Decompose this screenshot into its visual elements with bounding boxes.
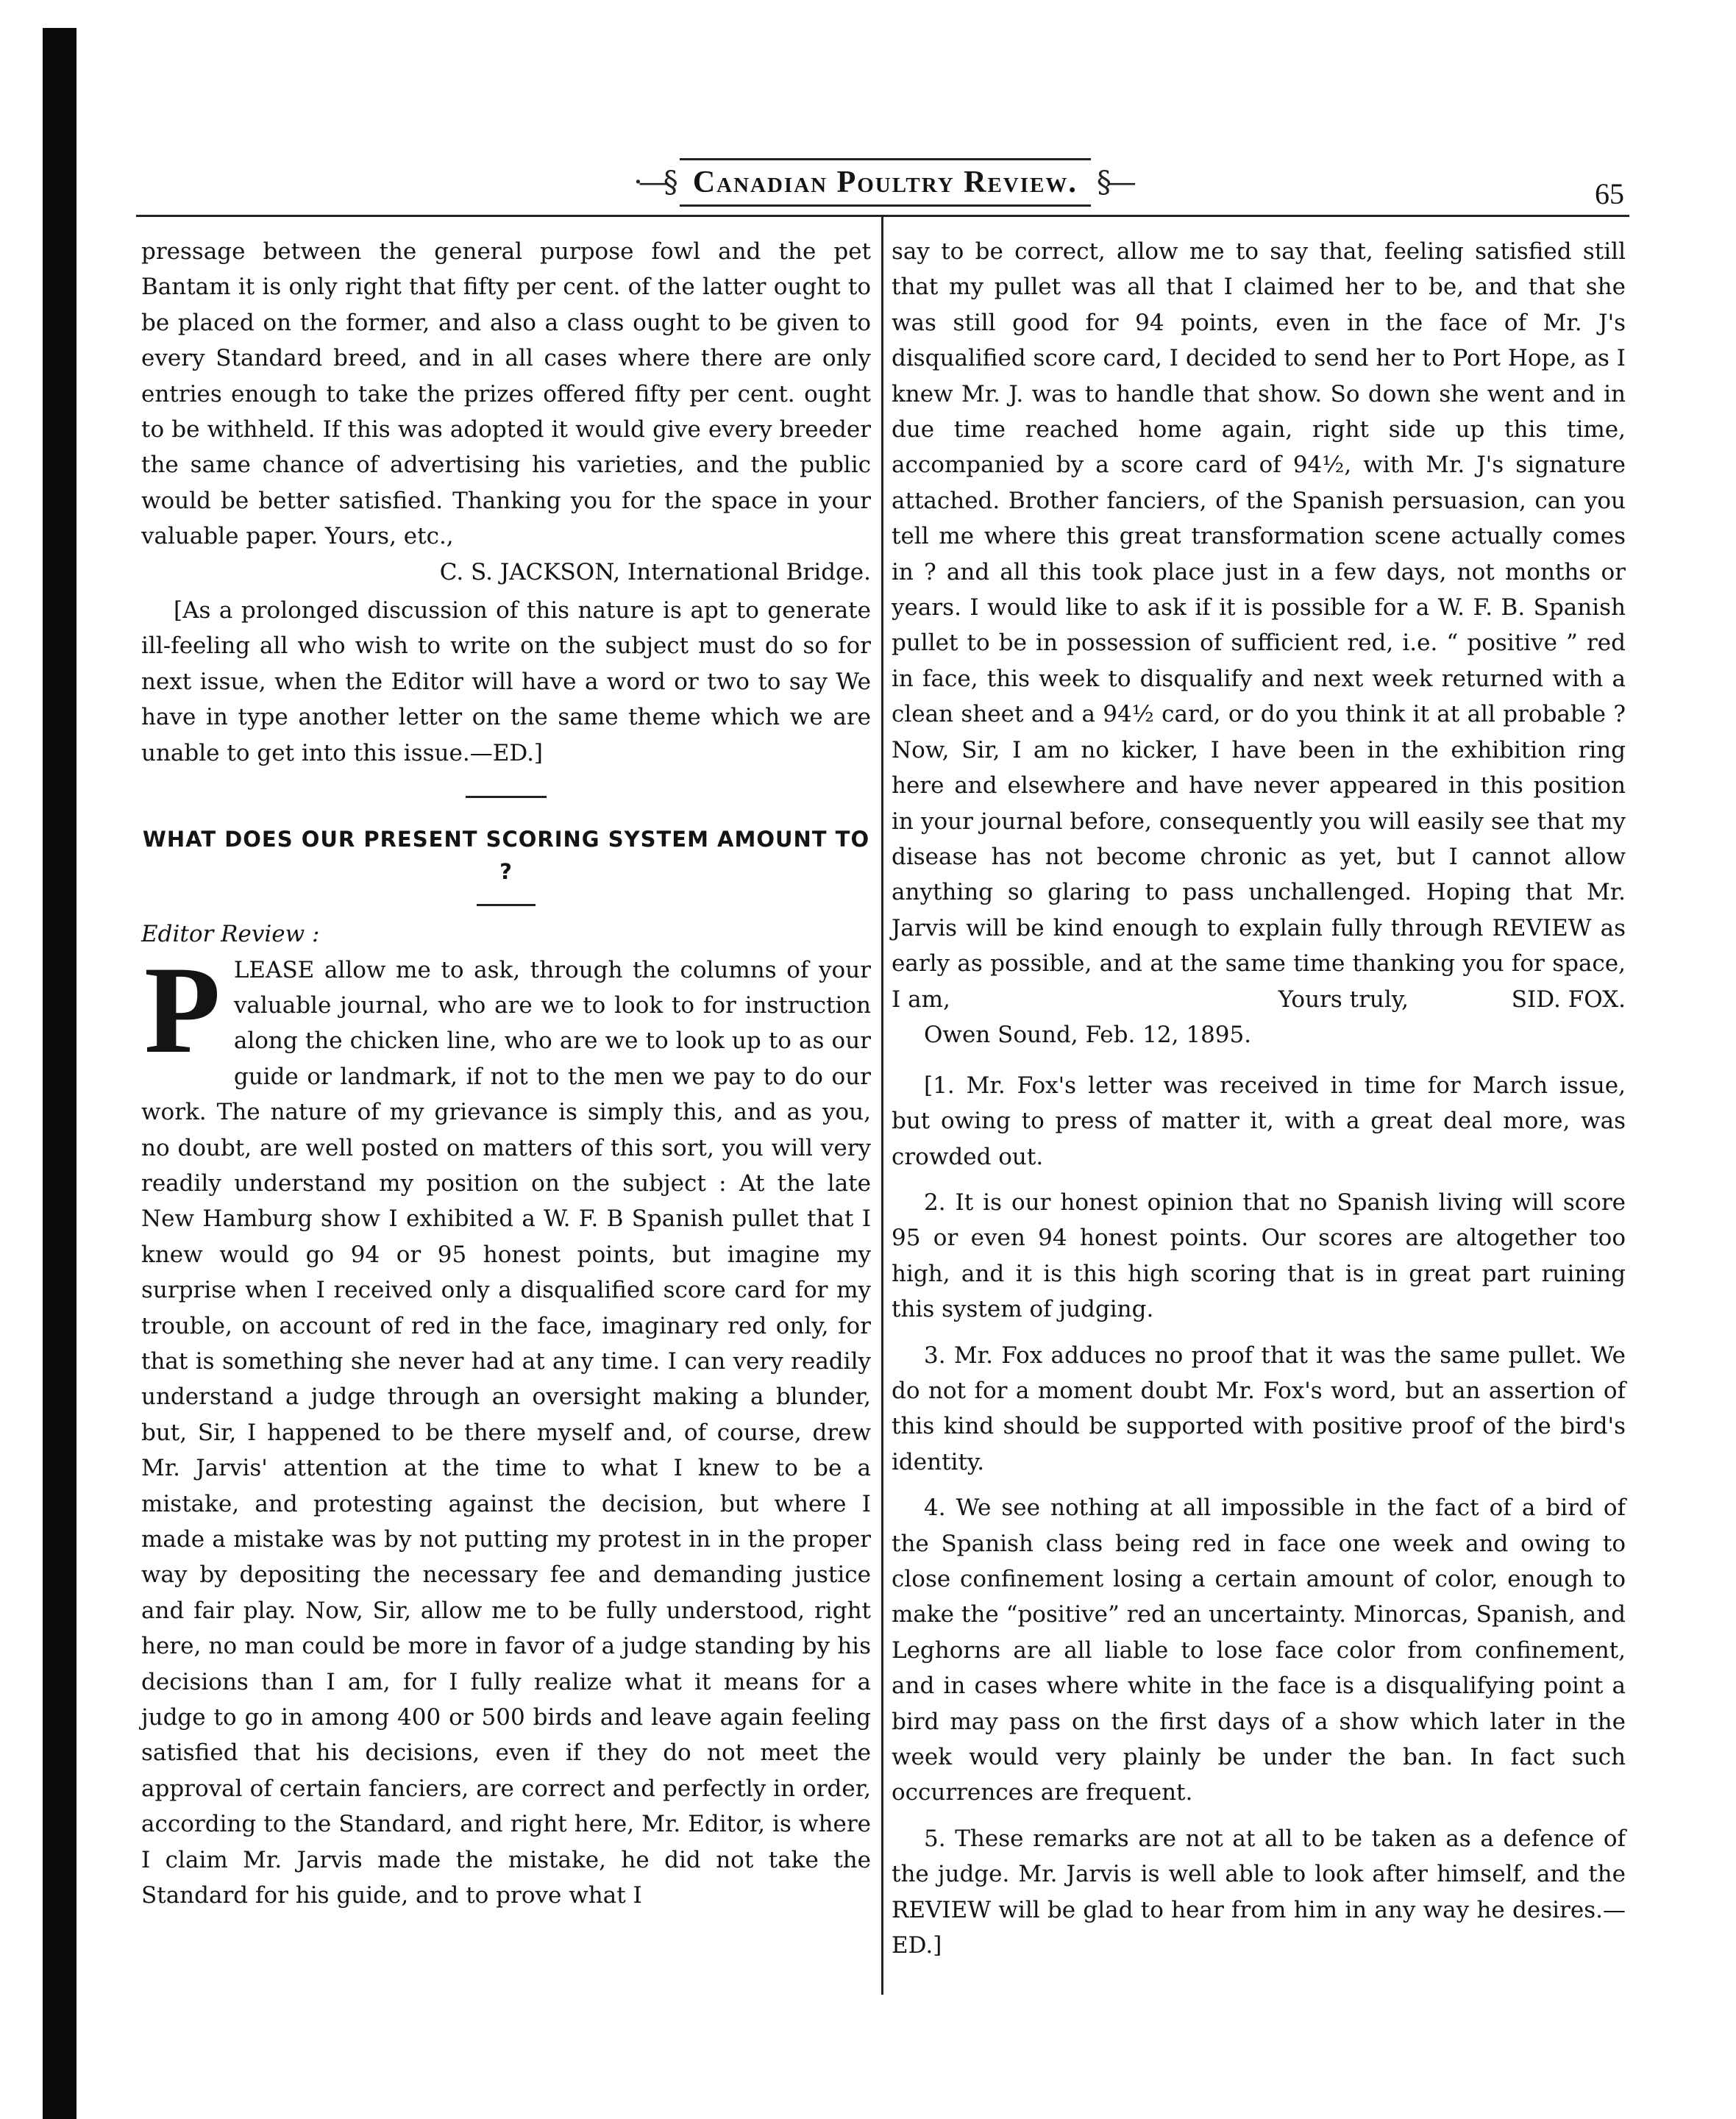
closing: Yours truly,: [1278, 986, 1409, 1013]
editor-note: [As a prolonged discussion of this nature is apt to generate ill-feeling all who wish to write on the subject must do so for next issue, when the Editor will have a word or two to say We have in type another letter on the same theme which we are unable to get into this issue.—ED.]: [141, 597, 871, 766]
right-column: [892, 234, 1626, 1964]
letter-body: LEASE allow me to ask, through the columns of your valuable journal, who are we to look to for instruction along the chicken line, who are we to look up to as our guide or landmark, if not to the men we pay to do our work. The nature of my grievance is simply this, and as you, no doubt, are well posted on matters of this sort, you will very readily understand my position on the subject : At the late New Hamburg show I exhibited a W. F. B Spanish pullet that I knew would go 94 or 95 honest points, but imagine my surprise when I received only a disqualified score card for my trouble, on account of red in the face, imaginary red only, for that is something she never had at any time. I can very readily understand a judge through an oversight making a blunder, but, Sir, I happened to be there myself and, of course, drew Mr. Jarvis' attention at the time to what I knew to be a mistake, and protesting against the decision, but where I made a mistake was by not putting my protest in in the proper way by depositing the necessary fee and demanding justice and fair play. Now, Sir, allow me to be fully understood, right here, no man could be more in favor of a judge standing by his decisions than I am, for I fully realize what it means for a judge to go in among 400 or 500 birds and leave again feeling satisfied that his decisions, even if they do not meet the approval of certain fanciers, are correct and perfectly in order, according to the Standard, and right here, Mr. Editor, is where I claim Mr. Jarvis made the mistake, he did not take the Standard for his guide, and to prove what I: [141, 956, 871, 1909]
left-column: [141, 234, 871, 1913]
signature-jackson: C. S. JACKSON, International Bridge.: [439, 558, 871, 585]
editor-note-2: 2. It is our honest opinion that no Spanish living will score 95 or even 94 honest points. Our scores are altogether too high, and it is this high scoring that is in great part ruining this system of judging.: [892, 1189, 1626, 1323]
editor-note-1: [1. Mr. Fox's letter was received in time for March issue, but owing to press of matter it, with a great deal more, was crowded out.: [892, 1072, 1626, 1170]
article-headline: WHAT DOES OUR PRESENT SCORING SYSTEM AMOUNT TO ?: [142, 827, 870, 885]
ornament-left: ·—§: [633, 165, 674, 199]
letter-body-wrap: [141, 940, 871, 1914]
column-divider: [881, 215, 883, 1995]
ornament-right: §—: [1096, 165, 1132, 199]
letter-continued: say to be correct, allow me to say that, feeling satisfied still that my pullet was all that I claimed her to be, and that she was still good for 94 points, even in the face of Mr. J's disqualified score card, I decided to send her to Port Hope, as I knew Mr. J. was to handle that show. So down she went and in due time reached home again, right side up this time, accompanied by a score card of 94½, with Mr. J's signature attached. Brother fanciers, of the Spanish persuasion, can you tell me where this great transformation scene actually comes in ? and all this took place just in a few days, not months or years. I would like to ask if it is possible for a W. F. B. Spanish pullet to be in possession of sufficient red, i.e. “ positive ” red in face, this week to disqualify and next week returned with a clean sheet and a 94½ card, or do you think it at all probable ? Now, Sir, I am no kicker, I have been in the exhibition ring here and elsewhere and have never appeared in this position in your journal before, consequently you will easily see that my disease has not become chronic as yet, but I cannot allow anything so glaring to pass unchallenged. Hoping that Mr. Jarvis will be kind enough to explain fully through REVIEW as early as possible, and at the same time thanking you for space, I am,: [892, 238, 1626, 1013]
drop-cap: P: [144, 940, 221, 1079]
masthead: [603, 151, 1162, 214]
signature-fox: SID. FOX.: [1511, 986, 1626, 1013]
closing-line: [892, 982, 1626, 1017]
page-number: 65: [1595, 177, 1624, 210]
salutation: Editor Review :: [141, 921, 320, 948]
masthead-title: Canadian Poultry Review.: [680, 158, 1091, 207]
section-rule: [466, 796, 547, 798]
editor-note-4: 4. We see nothing at all impossible in the fact of a bird of the Spanish class being red in face one week and owing to close confinement losing a certain amount of color, enough to make the “positive” red an uncertainty. Minorcas, Spanish, and Leghorns are all liable to lose face color from confinement, and in cases where white in the face is a disqualifying point a bird may pass on the first days of a show which later in the week would very plainly be under the ban. In fact such occurrences are frequent.: [892, 1495, 1626, 1806]
editor-note-5: 5. These remarks are not at all to be taken as a defence of the judge. Mr. Jarvis is well able to look after himself, and the REVIEW will be glad to hear from him in any way he desires.—ED.]: [892, 1825, 1626, 1959]
headline-rule: [477, 904, 536, 906]
place-date: Owen Sound, Feb. 12, 1895.: [924, 1022, 1252, 1049]
editor-note-3: 3. Mr. Fox adduces no proof that it was the same pullet. We do not for a moment doubt Mr. Fox's word, but an assertion of this kind should be supported with positive proof of the bird's identity.: [892, 1342, 1626, 1475]
intro-paragraph: pressage between the general purpose fowl and the pet Bantam it is only right that fifty per cent. of the latter ought to be placed on the former, and also a class ought to be given to every Standard breed, and in all cases where there are only entries enough to take the prizes offered fifty per cent. ought to be withheld. If this was adopted it would give every breeder the same chance of advertising his varieties, and the public would be better satisfied. Thanking you for the space in your valuable paper. Yours, etc.,: [141, 238, 871, 550]
scan-binding-edge: [43, 28, 77, 2119]
